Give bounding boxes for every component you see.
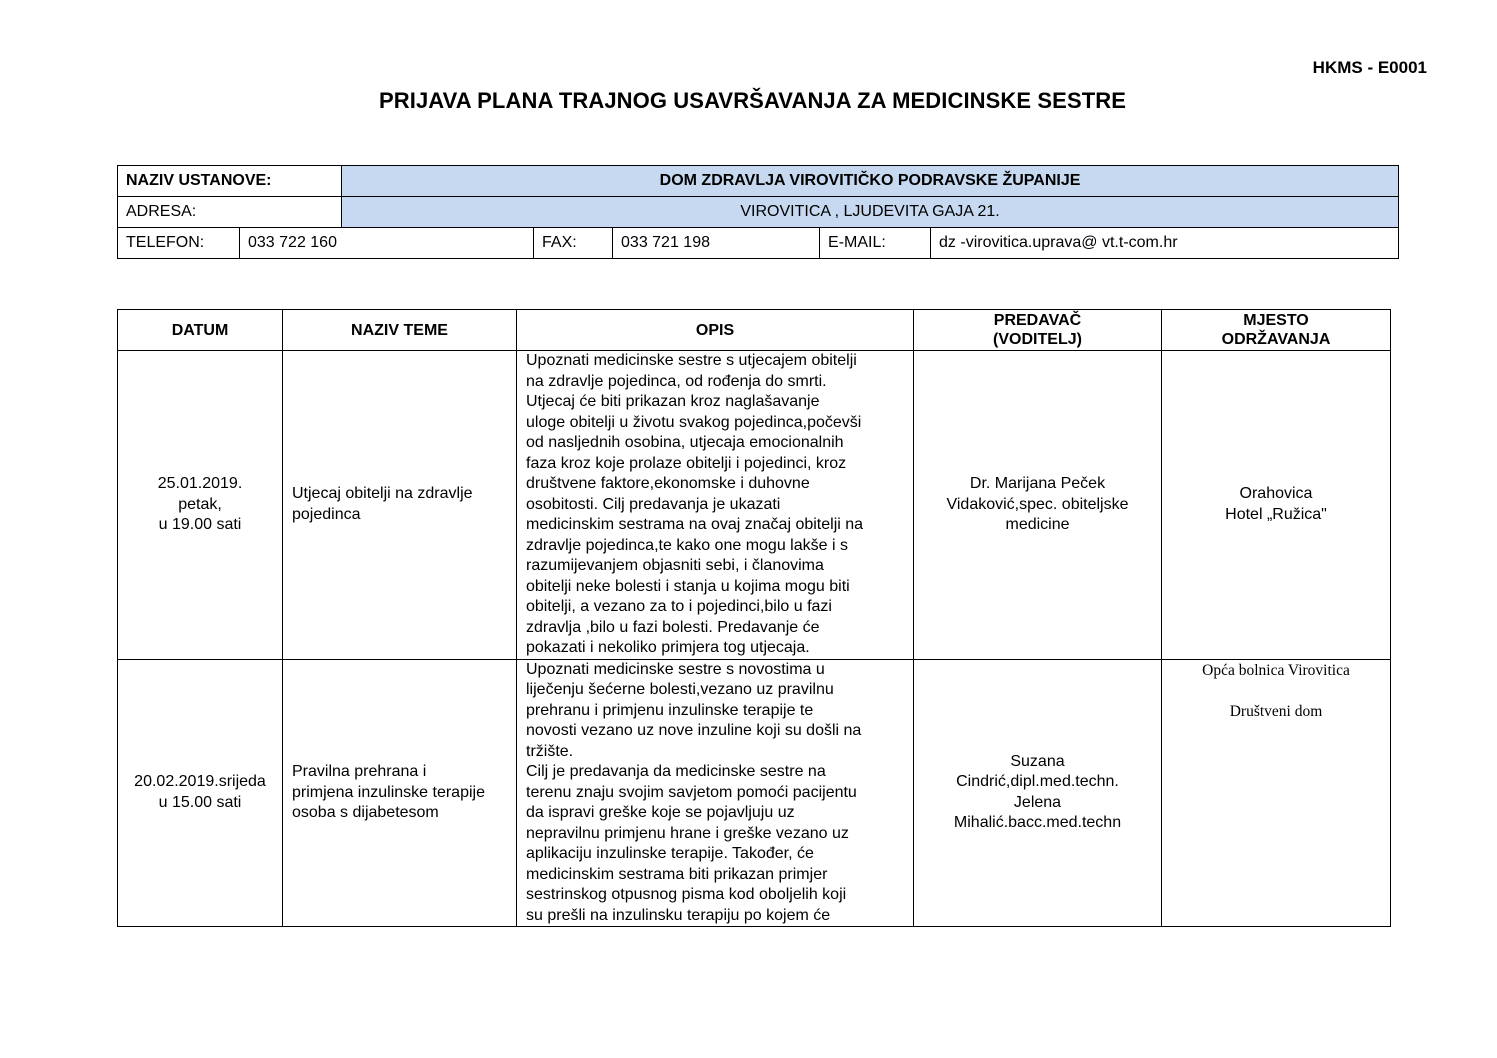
- theme-cell: [283, 351, 517, 660]
- description-line: pokazati i nekoliko primjera tog utjecaja.: [526, 639, 810, 656]
- location-line: Društveni dom: [1229, 703, 1323, 720]
- lecturer-cell: [914, 351, 1162, 660]
- description-line: razumijevanjem objasniti sebi, i članovima: [526, 557, 824, 574]
- institution-address-row: [118, 197, 1399, 228]
- description-line: liječenju šećerne bolesti,vezano uz pravilnu: [526, 681, 834, 698]
- phone-value: 033 722 160: [240, 228, 534, 259]
- description-text: [526, 660, 907, 927]
- theme-line: primjena inzulinske terapije: [292, 783, 485, 801]
- description-line: novosti vezano uz nove inzuline koji su došli na: [526, 722, 862, 739]
- date-line: u 15.00 sati: [158, 793, 242, 811]
- description-line: Cilj je predavanja da medicinske sestre na: [526, 763, 826, 780]
- date-cell: [118, 659, 283, 927]
- header-lecturer-line2: (VODITELJ): [993, 331, 1082, 348]
- theme-line: pojedinca: [292, 505, 361, 523]
- description-line: aplikaciju inzulinske terapije. Također, će: [526, 845, 814, 862]
- header-date: DATUM: [118, 310, 283, 351]
- lecturer-line: Dr. Marijana Peček: [969, 475, 1106, 492]
- header-location: [1162, 310, 1391, 351]
- theme-line: Pravilna prehrana i: [292, 763, 427, 780]
- lecturer-line: Cindrić,dipl.med.techn.: [956, 773, 1119, 791]
- location-line: Orahovica: [1239, 485, 1313, 503]
- description-line: osobitosti. Cilj predavanja je ukazati: [526, 495, 781, 513]
- institution-name-label: NAZIV USTANOVE:: [118, 166, 342, 197]
- description-line: faza kroz koje prolaze obitelji i pojedinci, kroz: [526, 454, 847, 472]
- description-line: medicinskim sestrama na ovaj značaj obitelji na: [526, 516, 864, 533]
- description-line: Utjecaj će biti prikazan kroz naglašavanje: [526, 393, 820, 410]
- lecturer-line: Mihalić.bacc.med.techn: [953, 814, 1122, 832]
- theme-line: Utjecaj obitelji na zdravlje: [292, 485, 473, 503]
- form-code: HKMS - E0001: [1312, 58, 1427, 77]
- header-lecturer-line1: PREDAVAČ: [993, 312, 1082, 329]
- page-title: PRIJAVA PLANA TRAJNOG USAVRŠAVANJA ZA MEDICINSKE SESTRE: [378, 88, 1127, 113]
- date-line: petak,: [178, 495, 222, 513]
- description-line: terenu znaju svojim savjetom pomoći pacijentu: [526, 783, 857, 801]
- description-line: uloge obitelji u životu svakog pojedinca,počevši: [526, 413, 862, 431]
- header-theme: NAZIV TEME: [283, 310, 517, 351]
- theme-cell: [283, 659, 517, 927]
- description-cell: [517, 659, 914, 927]
- email-label: E-MAIL:: [820, 228, 931, 259]
- lecturer-line: Vidaković,spec. obiteljske: [946, 495, 1129, 513]
- location-line: Hotel „Ružica": [1225, 505, 1327, 523]
- location-line: Opća bolnica Virovitica: [1202, 661, 1350, 679]
- email-value: dz -virovitica.uprava@ vt.t-com.hr: [931, 228, 1399, 259]
- location-cell: [1162, 659, 1391, 927]
- description-line: društvene faktore,ekonomske i duhovne: [526, 475, 810, 492]
- description-line: tržište.: [526, 742, 574, 760]
- description-line: zdravlje pojedinca,te kako one mogu lakše i s: [526, 536, 848, 554]
- description-line: nepravilnu primjenu hrane i greške vezano uz: [526, 824, 849, 842]
- header-location-line2: ODRŽAVANJA: [1221, 331, 1331, 348]
- header-lecturer: [914, 310, 1162, 351]
- fax-label: FAX:: [534, 228, 613, 259]
- description-line: od nasljednih osobina, utjecaja emocionalnih: [526, 434, 844, 451]
- location-cell: [1162, 351, 1391, 660]
- header-description: OPIS: [517, 310, 914, 351]
- description-text: [526, 351, 907, 659]
- description-line: Upoznati medicinske sestre s utjecajem obitelji: [526, 352, 857, 369]
- institution-contact-row: [118, 228, 1399, 259]
- description-line: obitelji neke bolesti i stanja u kojima mogu biti: [526, 577, 850, 595]
- plan-row: [118, 351, 1391, 660]
- lecturer-line: Suzana: [1010, 752, 1065, 770]
- description-line: su prešli na inzulinsku terapiju po kojem će: [526, 906, 831, 924]
- description-line: prehranu i primjenu inzulinske terapije te: [526, 701, 814, 719]
- description-line: obitelji, a vezano za to i pojedinci,bilo u fazi: [526, 598, 832, 615]
- date-line: 25.01.2019.: [157, 475, 243, 492]
- plan-row: [118, 659, 1391, 927]
- description-line: na zdravlje pojedinca, od rođenja do smrti.: [526, 372, 827, 390]
- description-line: Upoznati medicinske sestre s novostima u: [526, 660, 825, 678]
- lecturer-line: medicine: [1005, 516, 1070, 533]
- date-line: u 19.00 sati: [158, 516, 242, 533]
- lecturer-cell: [914, 659, 1162, 927]
- theme-line: osoba s dijabetesom: [292, 804, 439, 821]
- institution-table: [117, 165, 1399, 259]
- institution-name-value: DOM ZDRAVLJA VIROVITIČKO PODRAVSKE ŽUPANIJE: [342, 166, 1399, 197]
- description-line: da ispravi greške koje se pojavljuju uz: [526, 804, 795, 821]
- date-cell: [118, 351, 283, 660]
- header-location-line1: MJESTO: [1243, 312, 1309, 329]
- phone-label: TELEFON:: [118, 228, 240, 259]
- description-line: sestrinskog otpusnog pisma kod oboljelih koji: [526, 886, 847, 903]
- address-label: ADRESA:: [118, 197, 342, 228]
- institution-name-row: [118, 166, 1399, 197]
- fax-value: 033 721 198: [613, 228, 820, 259]
- address-value: VIROVITICA , LJUDEVITA GAJA 21.: [342, 197, 1399, 228]
- date-line: 20.02.2019.srijeda: [134, 773, 266, 791]
- plan-header-row: [118, 310, 1391, 351]
- description-line: zdravlja ,bilo u fazi bolesti. Predavanje će: [526, 618, 820, 636]
- lecturer-line: Jelena: [1013, 793, 1062, 811]
- description-cell: [517, 351, 914, 660]
- plan-table: [117, 309, 1391, 927]
- description-line: medicinskim sestrama biti prikazan primjer: [526, 865, 828, 883]
